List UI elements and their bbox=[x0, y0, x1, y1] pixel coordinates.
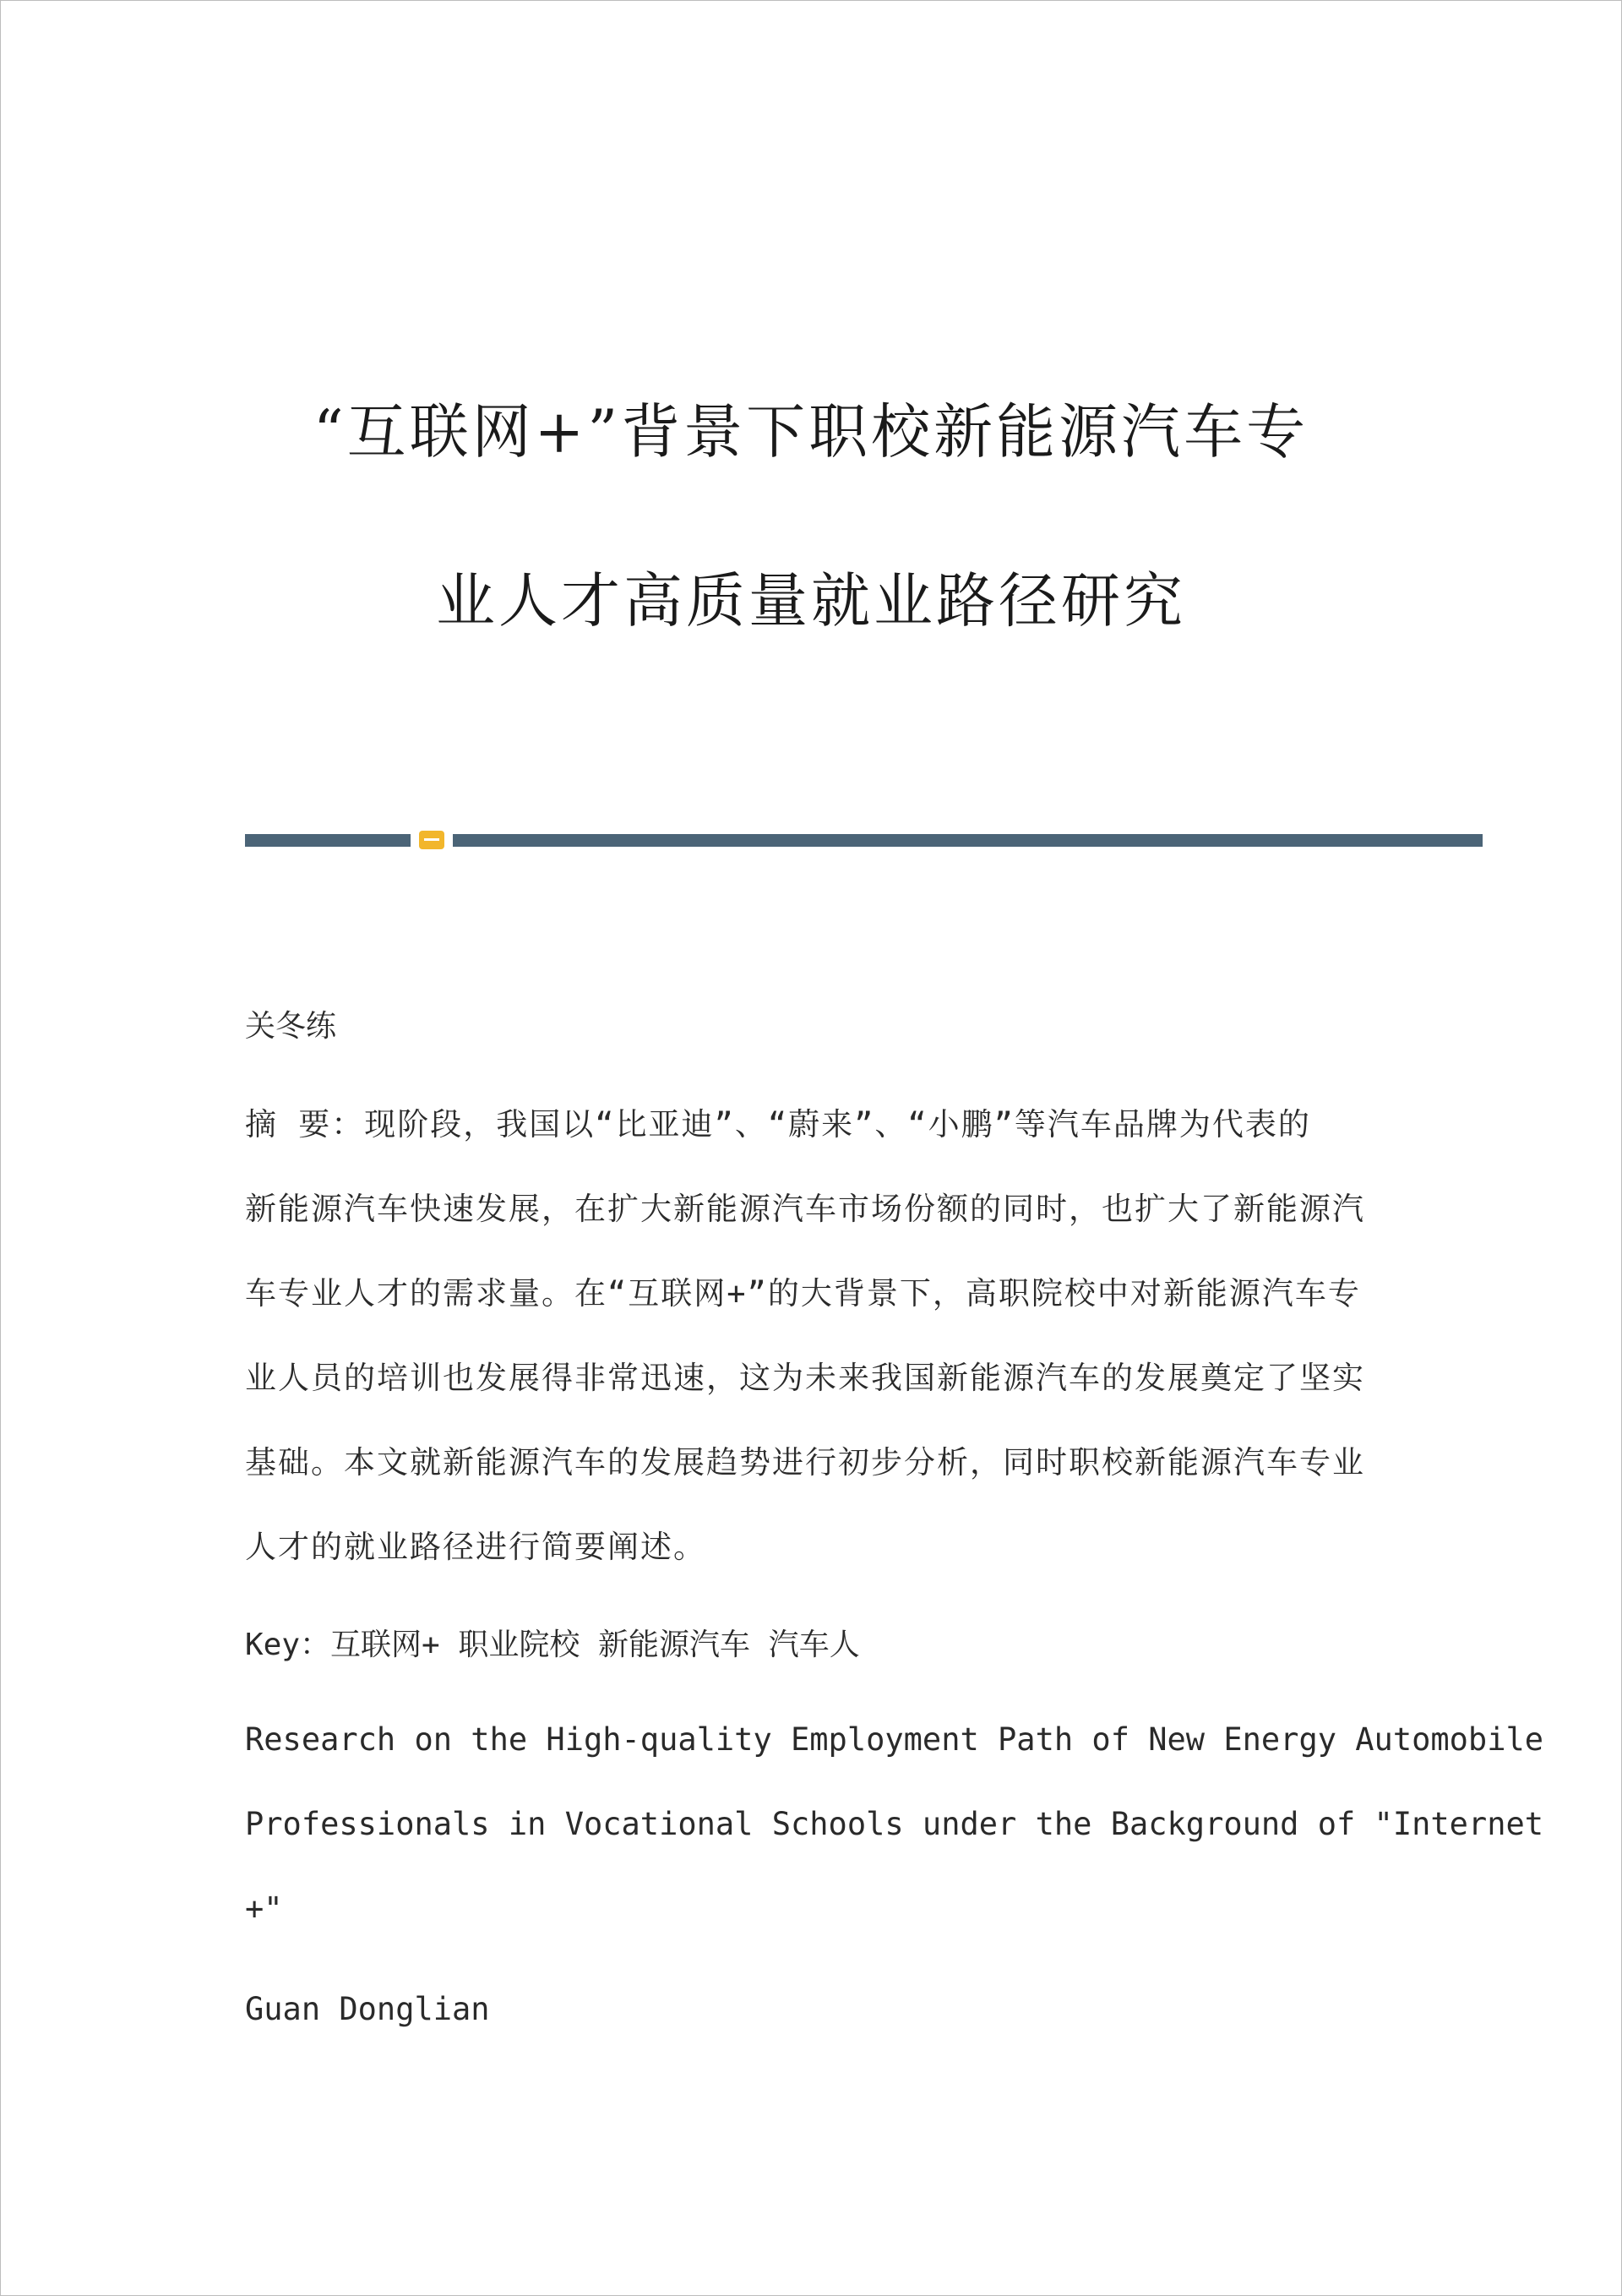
title-line-2: 业人才高质量就业路径研究 bbox=[436, 566, 1186, 635]
author-name: 关冬练 bbox=[245, 1009, 337, 1044]
title-divider bbox=[245, 831, 1483, 848]
keywords: Key：互联网+ 职业院校 新能源汽车 汽车人 bbox=[245, 1628, 860, 1662]
divider-bar-left bbox=[245, 834, 411, 847]
abstract-line: 人才的就业路径进行简要阐述。 bbox=[245, 1529, 706, 1565]
english-title-line: Professionals in Vocational Schools under the Background of "Internet bbox=[245, 1806, 1544, 1842]
abstract-line: 业人员的培训也发展得非常迅速，这为未来我国新能源汽车的发展奠定了坚实 bbox=[245, 1360, 1365, 1396]
english-title-line: +" bbox=[245, 1890, 283, 1927]
divider-ornament-icon bbox=[419, 831, 444, 849]
english-title-line: Research on the High-quality Employment Path of New Energy Automobile bbox=[245, 1721, 1544, 1758]
english-author-name: Guan Donglian bbox=[245, 1991, 490, 2027]
title-line-1: “互联网+”背景下职校新能源汽车专 bbox=[313, 397, 1309, 466]
divider-bar-right bbox=[453, 834, 1483, 847]
abstract-line: 摘 要：现阶段，我国以“比亚迪”、“蔚来”、“小鹏”等汽车品牌为代表的 bbox=[245, 1106, 1311, 1143]
abstract-line: 车专业人才的需求量。在“互联网+”的大背景下，高职院校中对新能源汽车专 bbox=[245, 1275, 1361, 1312]
abstract-line: 新能源汽车快速发展，在扩大新能源汽车市场份额的同时，也扩大了新能源汽 bbox=[245, 1191, 1365, 1227]
abstract-line: 基础。本文就新能源汽车的发展趋势进行初步分析，同时职校新能源汽车专业 bbox=[245, 1444, 1365, 1481]
